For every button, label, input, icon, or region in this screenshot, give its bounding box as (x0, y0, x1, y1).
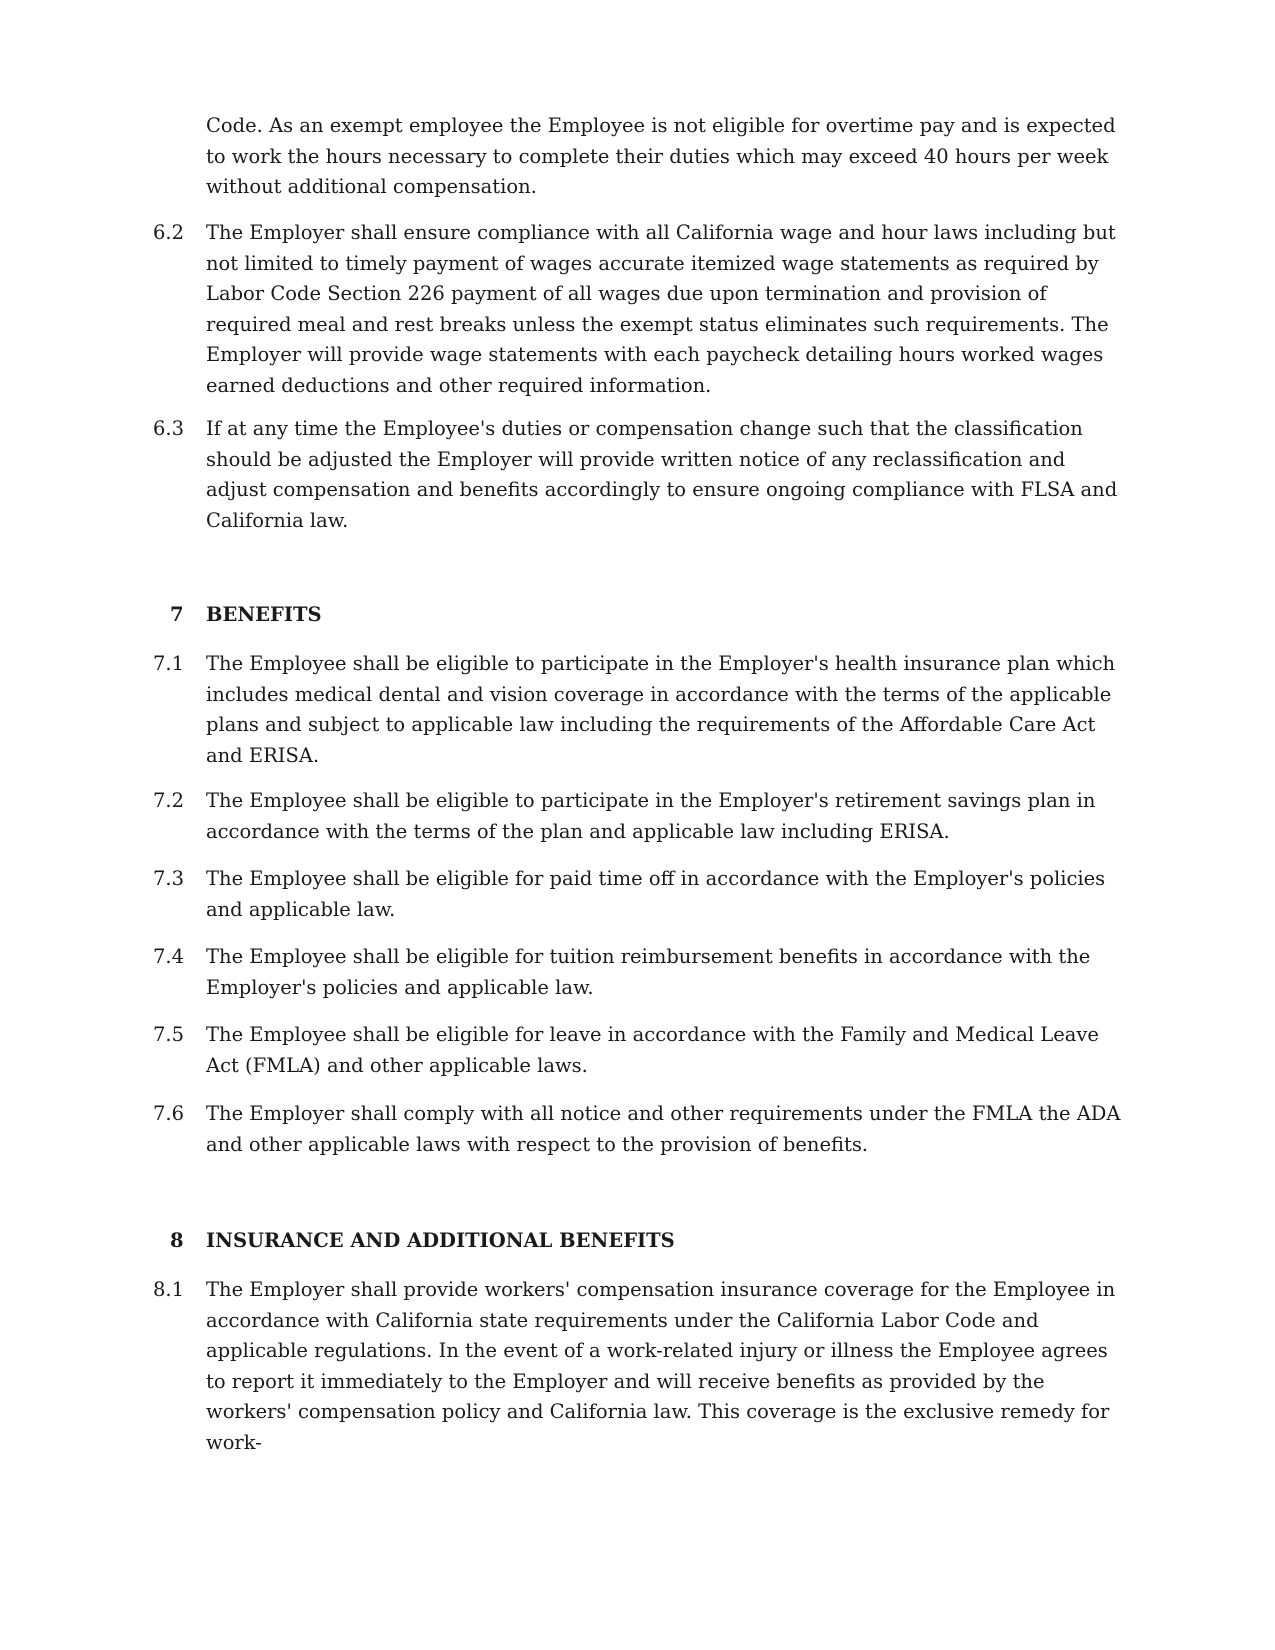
clause-number: 7.3 (153, 867, 185, 890)
paragraph-text: Code. As an exempt employee the Employee is not eligible for overtime pay and is expected to work the hours necessary to complete their duties which may exceed 40 hours per week without additional compensation. (206, 114, 1116, 198)
clause-number: 7.4 (153, 945, 185, 968)
clause-text: The Employee shall be eligible to participate in the Employer's retirement savings plan in accordance with the terms of the plan and applicable law including ERISA. (206, 789, 1096, 843)
clause-6-3 (153, 414, 1126, 536)
clause-text: If at any time the Employee's duties or compensation change such that the classification should be adjusted the Employer will provide written notice of any reclassification and adjust compensation and benefits accordingly to ensure ongoing compliance with FLSA and California law. (206, 417, 1118, 532)
clause-number: 7.5 (153, 1023, 185, 1046)
clause-number: 8.1 (153, 1278, 185, 1301)
clause-text: The Employer shall ensure compliance with all California wage and hour laws including but not limited to timely payment of wages accurate itemized wage statements as required by Labor Code Section 226 payment of all wages due upon termination and provision of required meal and rest breaks unless the exempt status eliminates such requirements. The Employer will provide wage statements with each paycheck detailing hours worked wages earned deductions and other required information. (206, 221, 1116, 397)
clause-number: 6.2 (153, 221, 185, 244)
clause-7-6 (153, 1099, 1126, 1160)
intro-continuation-paragraph (206, 111, 1126, 203)
clause-text: The Employee shall be eligible for paid time off in accordance with the Employer's policies and applicable law. (206, 867, 1106, 921)
clause-text: The Employer shall provide workers' compensation insurance coverage for the Employee in accordance with California state requirements under the California Labor Code and applicable regulations. In the event of a work-related injury or illness the Employee agrees to report it immediately to the Employer and will receive benefits as provided by the workers' compensation policy and California law. This coverage is the exclusive remedy for work- (206, 1278, 1116, 1454)
clause-number: 6.3 (153, 417, 185, 440)
section-number: 8 (170, 1229, 184, 1252)
clause-text: The Employee shall be eligible to participate in the Employer's health insurance plan which includes medical dental and vision coverage in accordance with the terms of the applicable plans and subject to applicable law including the requirements of the Affordable Care Act and ERISA. (206, 652, 1116, 767)
clause-text: The Employee shall be eligible for leave in accordance with the Family and Medical Leave Act (FMLA) and other applicable laws. (206, 1023, 1099, 1077)
clause-7-4 (153, 942, 1126, 1003)
clause-7-5 (153, 1020, 1126, 1081)
clause-7-2 (153, 786, 1126, 847)
clause-number: 7.6 (153, 1102, 185, 1125)
section-heading-insurance (170, 1226, 1106, 1257)
clause-text: The Employee shall be eligible for tuition reimbursement benefits in accordance with the Employer's policies and applicable law. (206, 945, 1091, 999)
section-number: 7 (170, 603, 184, 626)
section-title: BENEFITS (206, 603, 322, 626)
section-heading-benefits (170, 600, 1106, 631)
clause-8-1 (153, 1275, 1126, 1458)
clause-number: 7.1 (153, 652, 185, 675)
clause-number: 7.2 (153, 789, 185, 812)
section-title: INSURANCE AND ADDITIONAL BENEFITS (206, 1229, 675, 1252)
clause-text: The Employer shall comply with all notice and other requirements under the FMLA the ADA and other applicable laws with respect to the provision of benefits. (206, 1102, 1121, 1156)
clause-7-1 (153, 649, 1126, 771)
clause-6-2 (153, 218, 1126, 401)
clause-7-3 (153, 864, 1126, 925)
